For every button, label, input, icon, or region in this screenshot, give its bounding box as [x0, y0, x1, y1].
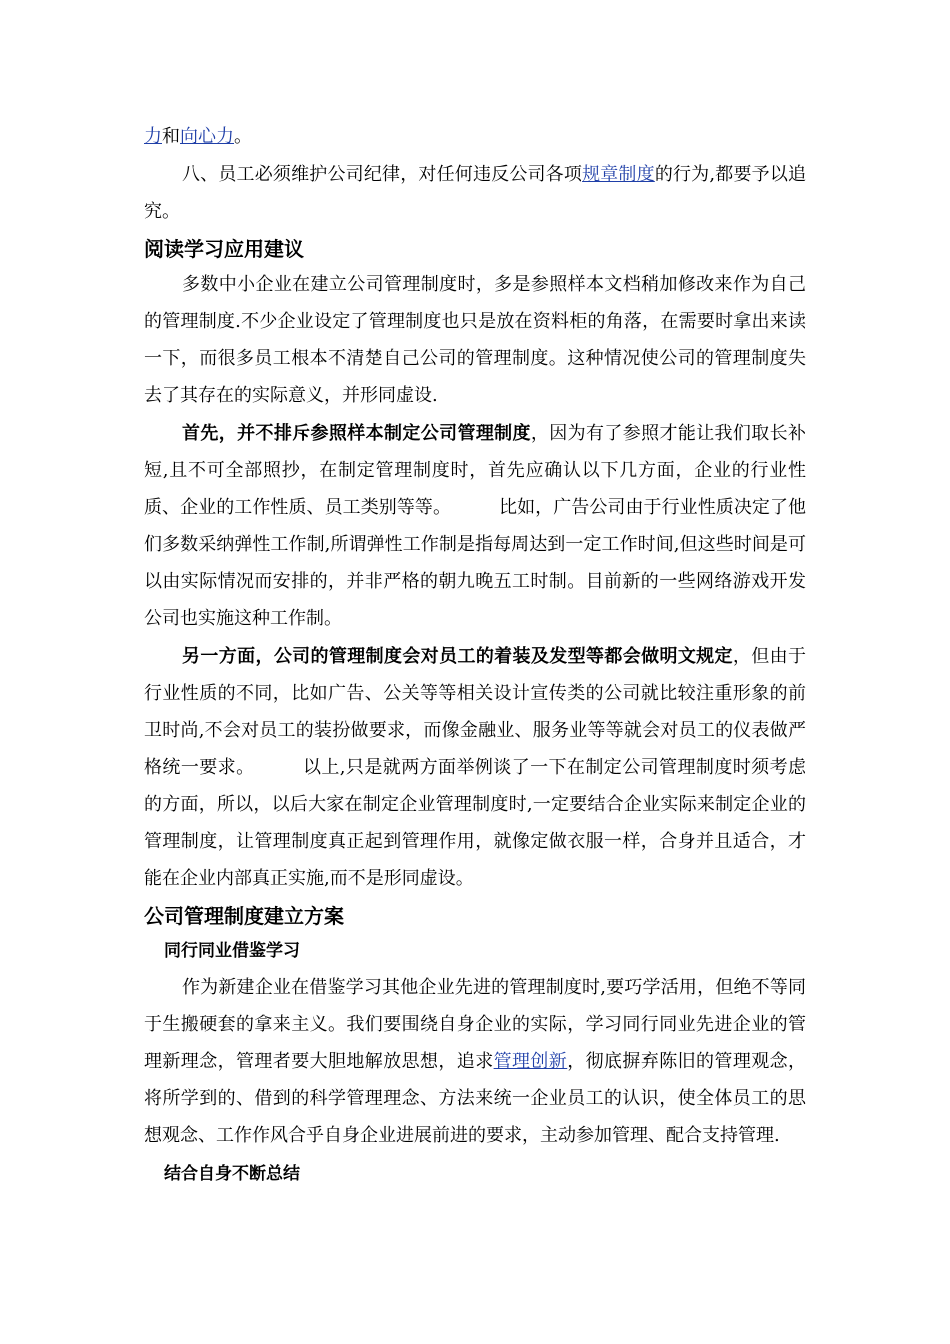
second-point-text-a: ，但由于行业性质的不同，比如广告、公关等等相关设计宣传类的公司就比较注重形象的前卫时尚,不会对员工的装扮做要求，而像金融业、服务业等等就会对员工的仪表做严格统一要求。 [144, 646, 806, 778]
paragraph-peer-learning [144, 969, 806, 1154]
heading-establishment-plan: 公司管理制度建立方案 [144, 904, 344, 928]
discipline-text-end: 的行为,都要予以追究。 [144, 164, 807, 222]
link-li[interactable]: 力 [144, 126, 162, 147]
second-point-lead: 另一方面，公司的管理制度会对员工的着装及发型等都会做明文规定 [182, 646, 733, 667]
first-point-lead: 首先，并不排斥参照样本制定公司管理制度 [182, 423, 531, 444]
link-management-innovation[interactable]: 管理创新 [493, 1051, 568, 1072]
paragraph-second-point [144, 638, 806, 897]
peer-learning-text-end: ，彻底摒弃陈旧的管理观念，将所学到的、借到的科学管理理念、方法来统一企业员工的认识，使全体员工的思想观念、工作作风合乎自身企业进展前进的要求，主动参加管理、配合支持管理. [144, 1051, 807, 1146]
link-regulations[interactable]: 规章制度 [582, 164, 655, 185]
document-page [144, 118, 806, 1192]
first-point-text-b: 比如，广告公司由于行业性质决定了他们多数采纳弹性工作制,所谓弹性工作制是指每周达到一定工作时间,但这些时间是可以由实际情况而安排的，并非严格的朝九晚五工时制。目前新的一些网络游戏开发公司也实施这种工作制。 [144, 497, 806, 629]
subheading-peer-learning: 同行同业借鉴学习 [164, 941, 300, 961]
paragraph-first-point [144, 415, 806, 637]
paragraph-continuation [144, 118, 806, 155]
first-point-text-a: ，因为有了参照才能让我们取长补短,且不可全部照抄，在制定管理制度时，首先应确认以下几方面，企业的行业性质、企业的工作性质、员工类别等等。 [144, 423, 807, 518]
link-xiangxinli[interactable]: 向心力 [180, 126, 234, 147]
paragraph-intro: 多数中小企业在建立公司管理制度时，多是参照样本文档稍加修改来作为自己的管理制度.不少企业设定了管理制度也只是放在资料柜的角落，在需要时拿出来读一下，而很多员工根本不清楚自己公司的管理制度。这种情况使公司的管理制度失去了其存在的实际意义，并形同虚设. [144, 274, 806, 406]
subheading-self-summary: 结合自身不断总结 [164, 1164, 300, 1184]
discipline-text-start: 八、员工必须维护公司纪律，对任何违反公司各项 [182, 164, 583, 185]
heading-reading-suggestions: 阅读学习应用建议 [144, 237, 304, 261]
paragraph-discipline [144, 156, 806, 230]
second-point-text-b: 以上,只是就两方面举例谈了一下在制定公司管理制度时须考虑的方面，所以，以后大家在制定企业管理制度时,一定要结合企业实际来制定企业的管理制度，让管理制度真正起到管理作用，就像定做衣服一样，合身并且适合，才能在企业内部真正实施,而不是形同虚设。 [144, 757, 806, 889]
text-period: 。 [234, 126, 252, 147]
peer-learning-text-start: 作为新建企业在借鉴学习其他企业先进的管理制度时,要巧学活用，但绝不等同于生搬硬套的拿来主义。我们要围绕自身企业的实际，学习同行同业先进企业的管理新理念，管理者要大胆地解放思想，追求 [144, 977, 806, 1072]
text-he: 和 [162, 126, 180, 147]
